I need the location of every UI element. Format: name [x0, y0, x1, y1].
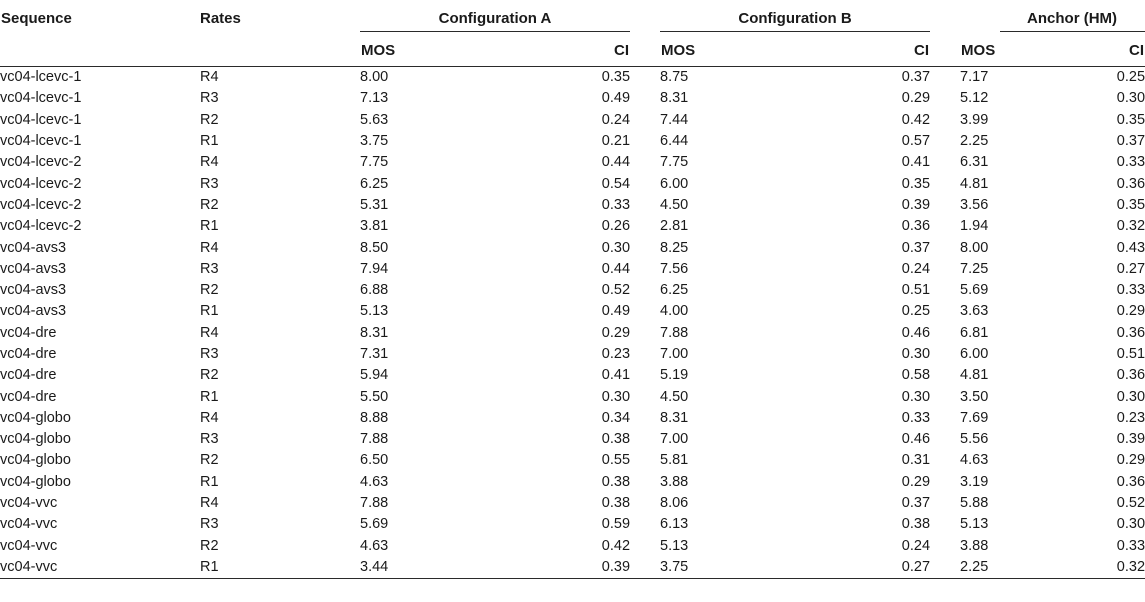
sequence-cell: vc04-globo — [0, 452, 71, 469]
config-b-ci-cell: 0.36 — [901, 218, 931, 235]
config-b-mos-cell: 4.50 — [660, 388, 689, 405]
config-a-mos-cell: 3.75 — [360, 133, 389, 150]
sequence-cell: vc04-avs3 — [0, 239, 67, 256]
config-a-mos-cell: 5.63 — [360, 111, 389, 128]
config-a-mos-cell: 7.31 — [360, 346, 389, 362]
anchor-mos-cell: 3.63 — [960, 303, 989, 320]
config-a-mos-cell: 5.69 — [360, 516, 389, 533]
anchor-ci-cell: 0.23 — [1116, 409, 1145, 426]
table-row — [0, 280, 1145, 301]
sequence-cell: vc04-dre — [0, 367, 57, 384]
anchor-mos-cell: 6.00 — [960, 346, 989, 362]
sequence-cell: vc04-lcevc-2 — [0, 218, 82, 235]
config-b-mos-cell: 7.88 — [660, 324, 689, 341]
config-b-mos-cell: 7.56 — [660, 260, 689, 277]
anchor-ci-cell: 0.30 — [1116, 388, 1145, 405]
config-b-mos-cell: 8.25 — [660, 239, 689, 256]
rate-cell: R4 — [200, 409, 219, 426]
config-a-mos-cell: 8.00 — [360, 69, 389, 86]
anchor-ci-cell: 0.32 — [1116, 218, 1145, 235]
header-group-anchor — [960, 0, 1145, 34]
anchor-ci-cell: 0.35 — [1116, 111, 1145, 128]
config-b-ci-cell: 0.51 — [901, 282, 931, 299]
config-a-mos-cell: 5.31 — [360, 196, 389, 213]
header-group-config-a — [360, 0, 630, 34]
config-a-ci-cell: 0.44 — [601, 154, 631, 171]
config-b-ci-cell: 0.24 — [901, 260, 931, 277]
group-label: Anchor (HM) — [1027, 10, 1118, 27]
config-b-ci-cell: 0.37 — [901, 495, 931, 512]
rate-cell: R3 — [200, 260, 219, 277]
anchor-mos-cell: 4.81 — [960, 175, 989, 192]
table-row — [0, 472, 1145, 493]
table-row — [0, 152, 1145, 173]
rate-cell: R3 — [200, 431, 219, 448]
rate-cell: R1 — [185, 557, 330, 579]
config-b-mos-cell: 8.31 — [660, 409, 689, 426]
anchor-ci-cell: 0.29 — [1116, 452, 1145, 469]
config-a-ci-cell: 0.24 — [601, 111, 631, 128]
config-a-mos-cell: 8.50 — [360, 239, 389, 256]
config-a-mos-cell: 6.88 — [360, 282, 389, 299]
sequence-cell: vc04-lcevc-1 — [0, 133, 82, 150]
group-label: Configuration A — [438, 10, 552, 27]
sequence-cell: vc04-dre — [0, 388, 57, 405]
config-b-ci-cell: 0.38 — [901, 516, 931, 533]
anchor-ci-cell: 0.36 — [1116, 367, 1145, 384]
sequence-cell: vc04-globo — [0, 473, 71, 490]
table-row — [0, 67, 1145, 89]
config-b-mos-cell: 2.81 — [660, 218, 689, 235]
rate-cell: R3 — [200, 90, 219, 107]
table-row — [0, 88, 1145, 109]
config-a-ci-cell: 0.38 — [601, 431, 631, 448]
config-a-mos-cell: 8.31 — [360, 324, 389, 341]
rate-cell: R4 — [200, 154, 219, 171]
config-a-mos-cell: 4.63 — [360, 537, 389, 554]
config-a-mos-cell: 7.75 — [360, 154, 389, 171]
config-a-mos-cell: 3.81 — [360, 218, 389, 235]
header-sequence: Sequence — [1, 10, 72, 27]
table-row — [0, 195, 1145, 216]
anchor-mos-cell: 2.25 — [960, 133, 989, 150]
config-a-mos-cell: 4.63 — [360, 473, 389, 490]
anchor-ci-cell: 0.43 — [1116, 239, 1145, 256]
config-a-ci-cell: 0.41 — [601, 367, 631, 384]
config-b-mos-cell: 6.13 — [660, 516, 689, 533]
table-row — [0, 173, 1145, 194]
anchor-mos-cell: 8.00 — [960, 239, 989, 256]
config-b-ci-cell: 0.35 — [901, 175, 931, 192]
config-a-ci-cell: 0.39 — [510, 557, 630, 579]
sequence-cell: vc04-vvc — [0, 516, 58, 533]
table-row — [0, 557, 1145, 579]
sequence-cell: vc04-lcevc-2 — [0, 196, 82, 213]
config-b-ci-cell: 0.25 — [901, 303, 931, 320]
anchor-mos-cell: 6.31 — [960, 154, 989, 171]
config-b-ci-cell: 0.31 — [901, 452, 931, 469]
anchor-ci-cell: 0.35 — [1116, 196, 1145, 213]
config-a-ci-cell: 0.38 — [601, 473, 631, 490]
config-a-mos-cell: 6.50 — [360, 452, 389, 469]
anchor-ci-cell: 0.36 — [1116, 324, 1145, 341]
sequence-cell: vc04-dre — [0, 324, 57, 341]
table-row — [0, 429, 1145, 450]
config-a-ci-cell: 0.55 — [601, 452, 631, 469]
table-row — [0, 450, 1145, 471]
header-ci: CI — [1110, 34, 1145, 67]
sequence-cell: vc04-lcevc-1 — [0, 111, 82, 128]
config-a-ci-cell: 0.30 — [601, 239, 631, 256]
anchor-mos-cell: 4.63 — [960, 452, 989, 469]
config-a-ci-cell: 0.33 — [601, 196, 631, 213]
config-b-mos-cell: 4.00 — [660, 303, 689, 320]
anchor-ci-cell: 0.33 — [1116, 282, 1145, 299]
anchor-ci-cell: 0.37 — [1116, 133, 1145, 150]
anchor-mos-cell: 3.88 — [960, 537, 989, 554]
config-a-ci-cell: 0.52 — [601, 282, 631, 299]
config-b-mos-cell: 8.75 — [660, 69, 689, 86]
sequence-cell: vc04-globo — [0, 409, 71, 426]
anchor-ci-cell: 0.29 — [1116, 303, 1145, 320]
table-row — [0, 493, 1145, 514]
config-b-mos-cell: 5.19 — [660, 367, 689, 384]
table-row — [0, 344, 1145, 365]
sequence-cell: vc04-lcevc-2 — [0, 175, 82, 192]
header-rates: Rates — [200, 10, 241, 27]
table-row — [0, 536, 1145, 557]
config-b-mos-cell: 5.13 — [660, 537, 689, 554]
sequence-cell: vc04-vvc — [0, 495, 58, 512]
anchor-mos-cell: 7.17 — [960, 69, 989, 86]
config-a-mos-cell: 8.88 — [360, 409, 389, 426]
config-b-ci-cell: 0.58 — [901, 367, 931, 384]
table-row — [0, 237, 1145, 258]
table-row — [0, 131, 1145, 152]
anchor-mos-cell: 5.88 — [960, 495, 989, 512]
config-b-mos-cell: 7.44 — [660, 111, 689, 128]
anchor-mos-cell: 7.69 — [960, 409, 989, 426]
config-b-ci-cell: 0.27 — [810, 557, 930, 579]
config-b-ci-cell: 0.42 — [901, 111, 931, 128]
header-group-config-b — [660, 0, 930, 34]
config-a-ci-cell: 0.49 — [601, 90, 631, 107]
table-row — [0, 514, 1145, 535]
config-b-mos-cell: 6.00 — [660, 175, 689, 192]
config-a-ci-cell: 0.30 — [601, 388, 631, 405]
anchor-ci-cell: 0.36 — [1116, 473, 1145, 490]
header-mos: MOS — [960, 34, 1110, 67]
config-a-mos-cell: 7.94 — [360, 260, 389, 277]
header-ci: CI — [810, 34, 930, 67]
rate-cell: R2 — [200, 196, 219, 213]
anchor-mos-cell: 6.81 — [960, 324, 989, 341]
anchor-mos-cell: 1.94 — [960, 218, 989, 235]
sequence-cell: vc04-globo — [0, 431, 71, 448]
anchor-ci-cell: 0.39 — [1116, 431, 1145, 448]
config-a-mos-cell: 7.13 — [360, 90, 389, 107]
anchor-ci-cell: 0.33 — [1116, 537, 1145, 554]
table-row — [0, 216, 1145, 237]
config-a-ci-cell: 0.29 — [601, 324, 631, 341]
config-a-mos-cell: 5.13 — [360, 303, 389, 320]
anchor-ci-cell: 0.25 — [1116, 69, 1145, 86]
rate-cell: R3 — [200, 175, 219, 192]
config-b-ci-cell: 0.29 — [901, 90, 931, 107]
anchor-mos-cell: 5.69 — [960, 282, 989, 299]
rate-cell: R1 — [200, 303, 219, 320]
rate-cell: R4 — [200, 324, 219, 341]
sequence-cell: vc04-lcevc-2 — [0, 154, 82, 171]
config-b-mos-cell: 6.44 — [660, 133, 689, 150]
anchor-ci-cell: 0.33 — [1116, 154, 1145, 171]
config-b-mos-cell: 4.50 — [660, 196, 689, 213]
rate-cell: R2 — [200, 282, 219, 299]
table-row — [0, 408, 1145, 429]
rate-cell: R3 — [200, 346, 219, 362]
config-a-ci-cell: 0.44 — [601, 260, 631, 277]
rate-cell: R4 — [200, 69, 219, 86]
rate-cell: R3 — [200, 516, 219, 533]
header-ci: CI — [510, 34, 630, 67]
anchor-ci-cell: 0.32 — [1110, 557, 1145, 579]
table-row — [0, 301, 1145, 322]
rate-cell: R4 — [200, 239, 219, 256]
sequence-cell: vc04-avs3 — [0, 303, 67, 320]
anchor-ci-cell: 0.36 — [1116, 175, 1145, 192]
sequence-cell: vc04-lcevc-1 — [0, 90, 82, 107]
anchor-mos-cell: 3.56 — [960, 196, 989, 213]
config-b-mos-cell: 6.25 — [660, 282, 689, 299]
config-a-ci-cell: 0.59 — [601, 516, 631, 533]
anchor-mos-cell: 5.12 — [960, 90, 989, 107]
sequence-cell: vc04-lcevc-1 — [0, 69, 82, 86]
rate-cell: R1 — [200, 388, 219, 405]
config-a-mos-cell: 3.44 — [360, 557, 510, 579]
config-b-mos-cell: 5.81 — [660, 452, 689, 469]
rate-cell: R2 — [200, 111, 219, 128]
config-b-ci-cell: 0.39 — [901, 196, 931, 213]
config-b-mos-cell: 3.75 — [660, 557, 810, 579]
config-a-ci-cell: 0.38 — [601, 495, 631, 512]
config-b-ci-cell: 0.37 — [901, 239, 931, 256]
anchor-mos-cell: 4.81 — [960, 367, 989, 384]
rate-cell: R4 — [200, 495, 219, 512]
config-a-mos-cell: 7.88 — [360, 495, 389, 512]
sequence-cell: vc04-vvc — [0, 557, 185, 579]
config-b-ci-cell: 0.30 — [901, 388, 931, 405]
sequence-cell: vc04-dre — [0, 346, 57, 362]
config-b-ci-cell: 0.41 — [901, 154, 931, 171]
anchor-mos-cell: 3.19 — [960, 473, 989, 490]
sequence-cell: vc04-avs3 — [0, 282, 67, 299]
anchor-ci-cell: 0.27 — [1116, 260, 1145, 277]
rate-cell: R1 — [200, 218, 219, 235]
sequence-cell: vc04-avs3 — [0, 260, 67, 277]
table-row — [0, 110, 1145, 131]
group-label: Configuration B — [738, 10, 852, 27]
anchor-mos-cell: 7.25 — [960, 260, 989, 277]
config-b-ci-cell: 0.30 — [901, 346, 931, 362]
anchor-mos-cell: 3.50 — [960, 388, 989, 405]
anchor-mos-cell: 3.99 — [960, 111, 989, 128]
config-a-ci-cell: 0.42 — [601, 537, 631, 554]
rate-cell: R2 — [200, 452, 219, 469]
config-b-mos-cell: 7.00 — [660, 431, 689, 448]
config-b-mos-cell: 3.88 — [660, 473, 689, 490]
config-b-ci-cell: 0.24 — [901, 537, 931, 554]
rate-cell: R2 — [200, 537, 219, 554]
config-a-ci-cell: 0.23 — [601, 346, 631, 362]
config-b-ci-cell: 0.57 — [901, 133, 931, 150]
table-body — [0, 67, 1145, 579]
anchor-ci-cell: 0.30 — [1116, 90, 1145, 107]
config-a-ci-cell: 0.54 — [601, 175, 631, 192]
config-a-ci-cell: 0.35 — [601, 69, 631, 86]
config-a-ci-cell: 0.21 — [601, 133, 631, 150]
config-a-ci-cell: 0.49 — [601, 303, 631, 320]
anchor-ci-cell: 0.52 — [1116, 495, 1145, 512]
table-row — [0, 259, 1145, 280]
table-row — [0, 365, 1145, 386]
anchor-ci-cell: 0.30 — [1116, 516, 1145, 533]
rate-cell: R2 — [200, 367, 219, 384]
config-b-ci-cell: 0.33 — [901, 409, 931, 426]
config-a-mos-cell: 6.25 — [360, 175, 389, 192]
config-b-mos-cell: 8.06 — [660, 495, 689, 512]
rate-cell: R1 — [200, 133, 219, 150]
table-row — [0, 323, 1145, 344]
config-a-mos-cell: 5.50 — [360, 388, 389, 405]
anchor-ci-cell: 0.51 — [1116, 346, 1145, 362]
anchor-mos-cell: 5.56 — [960, 431, 989, 448]
header-mos: MOS — [660, 34, 810, 67]
config-b-ci-cell: 0.46 — [901, 431, 931, 448]
config-a-ci-cell: 0.34 — [601, 409, 631, 426]
sequence-cell: vc04-vvc — [0, 537, 58, 554]
config-b-ci-cell: 0.29 — [901, 473, 931, 490]
header-mos: MOS — [360, 34, 510, 67]
config-b-mos-cell: 7.75 — [660, 154, 689, 171]
config-a-ci-cell: 0.26 — [601, 218, 631, 235]
config-b-mos-cell: 8.31 — [660, 90, 689, 107]
config-b-mos-cell: 7.00 — [660, 346, 689, 362]
config-b-ci-cell: 0.37 — [901, 69, 931, 86]
anchor-mos-cell: 5.13 — [960, 516, 989, 533]
config-a-mos-cell: 7.88 — [360, 431, 389, 448]
table-row — [0, 386, 1145, 407]
anchor-mos-cell: 2.25 — [960, 557, 1110, 579]
rate-cell: R1 — [200, 473, 219, 490]
config-a-mos-cell: 5.94 — [360, 367, 389, 384]
config-b-ci-cell: 0.46 — [901, 324, 931, 341]
